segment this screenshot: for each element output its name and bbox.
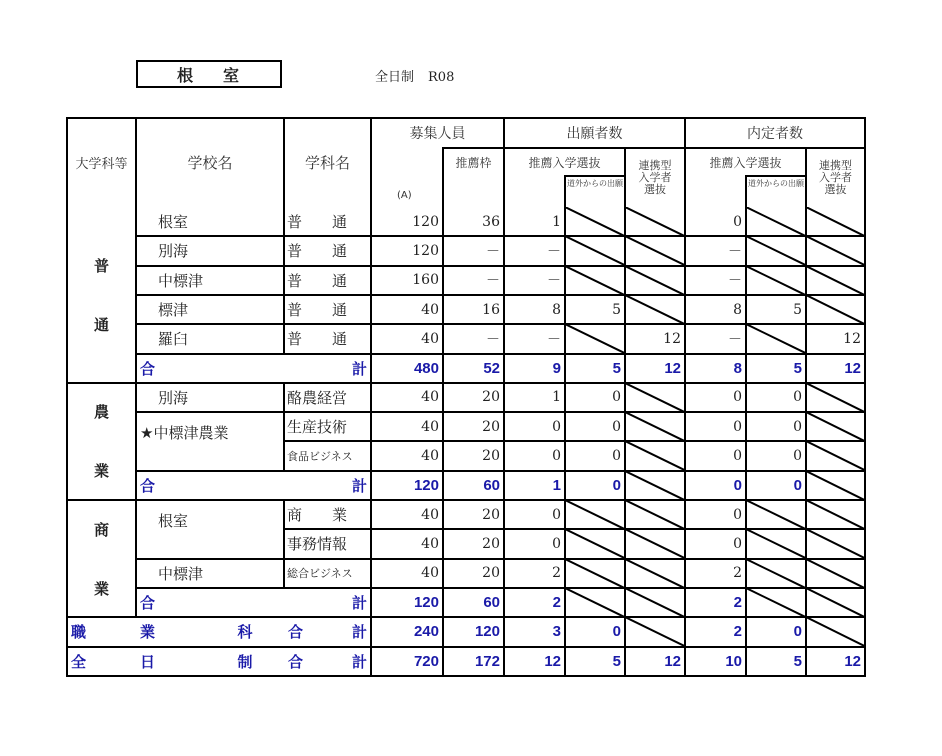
grid-line xyxy=(805,147,807,208)
grand-total-label: 日 xyxy=(140,653,156,671)
total-label-left: 合 xyxy=(140,360,156,378)
grid-line xyxy=(66,117,68,677)
total-adm-out-cell: 5 xyxy=(793,359,802,377)
total-app-rec-cell: 9 xyxy=(552,359,561,377)
school-name-cell: 標津 xyxy=(158,301,189,320)
grid-line xyxy=(745,175,747,208)
grid-line xyxy=(135,470,285,472)
adm-out-cell: 0 xyxy=(793,389,802,406)
school-name-cell: 根室 xyxy=(158,512,189,530)
year-label: R08 xyxy=(428,70,455,85)
total-adm-rec-cell: 2 xyxy=(733,623,742,641)
total-app-out-cell: 5 xyxy=(612,652,621,670)
department-cell: 事務情報 xyxy=(287,535,348,554)
grid-line xyxy=(564,206,566,677)
grid-line xyxy=(135,558,285,560)
school-name-cell: 中標津 xyxy=(158,564,204,583)
adm-rec-cell: 2 xyxy=(733,565,742,582)
department-cell: 商 業 xyxy=(287,506,348,525)
grid-line xyxy=(135,411,285,413)
diagonal-strike-icon xyxy=(565,500,625,529)
app-out-cell: 0 xyxy=(612,389,621,406)
grid-line xyxy=(283,206,285,355)
diagonal-strike-icon xyxy=(806,266,865,295)
diagonal-strike-icon xyxy=(746,207,806,236)
header-admitted-partnership: 連携型入学者選抜 xyxy=(819,158,852,196)
total-recruit-cell: 480 xyxy=(413,359,439,377)
grid-line xyxy=(135,323,285,325)
total-recruit-cell: 120 xyxy=(413,594,439,612)
total-quota-cell: 60 xyxy=(483,594,500,612)
category-cell xyxy=(67,383,136,500)
diagonal-strike-icon xyxy=(746,529,806,558)
adm-rec-cell: 0 xyxy=(733,535,742,552)
school-name-cell: ★中標津農業 xyxy=(140,424,229,443)
school-name-cell: 中標津 xyxy=(158,271,204,290)
diagonal-strike-icon xyxy=(806,236,865,265)
total-recruit-cell: 120 xyxy=(413,476,439,494)
grand-total-label: 制 xyxy=(237,653,253,671)
total-app-rec-cell: 1 xyxy=(552,476,561,494)
quota-cell: － xyxy=(486,273,500,290)
grid-line xyxy=(805,206,807,677)
total-adm-out-cell: 0 xyxy=(793,476,802,494)
recruit-cell: 120 xyxy=(412,213,439,230)
diagonal-strike-icon xyxy=(625,383,685,412)
diagonal-strike-icon xyxy=(625,266,685,295)
app-rec-cell: － xyxy=(547,273,561,290)
quota-cell: 20 xyxy=(482,565,500,582)
department-cell: 普 通 xyxy=(287,271,348,290)
total-adm-rec-cell: 0 xyxy=(733,476,742,494)
grid-line xyxy=(503,117,505,677)
diagonal-strike-icon xyxy=(746,324,806,353)
category-char: 業 xyxy=(93,462,109,481)
grid-line xyxy=(135,499,137,618)
grid-line xyxy=(745,206,747,677)
department-cell: 酪農経営 xyxy=(287,388,348,407)
diagonal-strike-icon xyxy=(565,324,625,353)
grand-total-label: 全 xyxy=(71,653,87,671)
school-name-cell: 根室 xyxy=(158,213,189,232)
quota-cell: － xyxy=(486,243,500,260)
adm-rec-cell: 0 xyxy=(733,418,742,435)
quota-cell: 20 xyxy=(482,448,500,465)
grid-line xyxy=(135,353,285,355)
recruit-cell: 40 xyxy=(421,330,439,347)
adm-rec-cell: 0 xyxy=(733,389,742,406)
app-rec-cell: 0 xyxy=(552,418,561,435)
grid-line xyxy=(564,175,626,177)
app-rec-cell: 1 xyxy=(552,213,561,230)
adm-link-cell: 12 xyxy=(843,330,861,347)
total-label-right: 計 xyxy=(351,360,367,378)
app-out-cell: 0 xyxy=(612,448,621,465)
diagonal-strike-icon xyxy=(806,295,865,324)
app-rec-cell: 0 xyxy=(552,535,561,552)
total-quota-cell: 52 xyxy=(483,359,500,377)
vocational-total-label: 合 xyxy=(288,624,304,642)
vocational-total-label: 業 xyxy=(140,624,156,642)
diagonal-strike-icon xyxy=(806,207,865,236)
category-cell xyxy=(67,207,136,383)
grid-line xyxy=(283,117,285,208)
total-quota-cell: 172 xyxy=(474,652,500,670)
app-rec-cell: 2 xyxy=(552,565,561,582)
adm-out-cell: 5 xyxy=(793,301,802,318)
header-admitted-recommend: 推薦入学選抜 xyxy=(709,155,782,170)
grid-line xyxy=(283,499,285,589)
diagonal-strike-icon xyxy=(625,588,685,617)
recruit-cell: 40 xyxy=(421,565,439,582)
total-app-out-cell: 0 xyxy=(612,623,621,641)
diagonal-strike-icon xyxy=(746,588,806,617)
grid-line xyxy=(370,117,372,677)
recruit-cell: 120 xyxy=(412,242,439,259)
total-quota-cell: 120 xyxy=(474,623,500,641)
total-adm-rec-cell: 10 xyxy=(725,652,742,670)
app-out-cell: 0 xyxy=(612,418,621,435)
diagonal-strike-icon xyxy=(806,412,865,441)
department-cell: 普 通 xyxy=(287,330,348,349)
header-applicants-recommend: 推薦入学選抜 xyxy=(528,155,601,170)
department-cell: 普 通 xyxy=(287,301,348,320)
grid-line xyxy=(135,206,137,384)
diagonal-strike-icon xyxy=(625,471,685,500)
recruit-cell: 40 xyxy=(421,448,439,465)
quota-cell: 36 xyxy=(482,213,500,230)
app-rec-cell: － xyxy=(547,243,561,260)
total-app-out-cell: 5 xyxy=(612,359,621,377)
total-adm-rec-cell: 2 xyxy=(733,594,742,612)
adm-rec-cell: － xyxy=(728,273,742,290)
diagonal-strike-icon xyxy=(565,559,625,588)
vocational-total-label: 職 xyxy=(71,624,87,642)
diagonal-strike-icon xyxy=(625,441,685,470)
total-app-rec-cell: 12 xyxy=(544,652,561,670)
diagonal-strike-icon xyxy=(625,236,685,265)
diagonal-strike-icon xyxy=(625,529,685,558)
adm-rec-cell: 8 xyxy=(733,301,742,318)
quota-cell: － xyxy=(486,331,500,348)
total-label-left: 合 xyxy=(140,477,156,495)
diagonal-strike-icon xyxy=(565,266,625,295)
total-adm-out-cell: 5 xyxy=(793,652,802,670)
grid-line xyxy=(135,265,285,267)
diagonal-strike-icon xyxy=(806,383,865,412)
recruit-cell: 40 xyxy=(421,389,439,406)
diagonal-strike-icon xyxy=(806,471,865,500)
total-quota-cell: 60 xyxy=(483,476,500,494)
recruit-cell: 40 xyxy=(421,506,439,523)
app-rec-cell: 8 xyxy=(552,301,561,318)
header-applicants-partnership: 連携型入学者選抜 xyxy=(638,158,672,196)
quota-cell: 16 xyxy=(482,301,500,318)
header-category: 大学科等 xyxy=(75,157,128,172)
category-char: 普 xyxy=(93,256,109,275)
diagonal-strike-icon xyxy=(806,617,865,646)
grid-line xyxy=(564,175,566,208)
quota-cell: 20 xyxy=(482,389,500,406)
category-cell xyxy=(67,500,136,617)
app-rec-cell: － xyxy=(547,331,561,348)
total-app-rec-cell: 3 xyxy=(552,623,561,641)
region-char-2: 室 xyxy=(223,65,242,85)
diagonal-strike-icon xyxy=(625,500,685,529)
grid-line xyxy=(135,294,285,296)
recruit-cell: 40 xyxy=(421,301,439,318)
diagonal-strike-icon xyxy=(746,559,806,588)
diagonal-strike-icon xyxy=(806,441,865,470)
header-department: 学科名 xyxy=(304,154,350,172)
grid-line xyxy=(135,587,285,589)
diagonal-strike-icon xyxy=(565,236,625,265)
total-label-right: 計 xyxy=(351,595,367,613)
diagonal-strike-icon xyxy=(746,236,806,265)
header-school: 学校名 xyxy=(187,154,233,172)
recruit-cell: 40 xyxy=(421,418,439,435)
grand-total-label: 計 xyxy=(351,653,367,671)
quota-cell: 20 xyxy=(482,418,500,435)
header-admitted-outside: 道外からの出願 xyxy=(748,179,804,188)
grid-line xyxy=(283,382,285,472)
total-recruit-cell: 720 xyxy=(413,652,439,670)
diagonal-strike-icon xyxy=(746,500,806,529)
total-app-out-cell: 0 xyxy=(612,476,621,494)
header-recommend-quota: 推薦枠 xyxy=(455,156,492,170)
diagonal-strike-icon xyxy=(565,207,625,236)
adm-rec-cell: 0 xyxy=(733,448,742,465)
app-rec-cell: 0 xyxy=(552,448,561,465)
grid-line xyxy=(745,175,807,177)
quota-cell: 20 xyxy=(482,506,500,523)
app-link-cell: 12 xyxy=(663,330,681,347)
grid-line xyxy=(684,117,686,677)
diagonal-strike-icon xyxy=(806,500,865,529)
app-rec-cell: 1 xyxy=(552,389,561,406)
adm-rec-cell: 0 xyxy=(733,213,742,230)
schedule-label: 全日制 xyxy=(375,70,415,85)
grand-total-label: 合 xyxy=(288,653,304,671)
diagonal-strike-icon xyxy=(625,617,685,646)
grid-line xyxy=(135,117,137,208)
grid-line xyxy=(135,382,137,501)
quota-cell: 20 xyxy=(482,535,500,552)
department-cell: 食品ビジネス xyxy=(287,450,353,464)
header-applicants-group: 出願者数 xyxy=(566,126,623,142)
diagonal-strike-icon xyxy=(625,295,685,324)
app-out-cell: 5 xyxy=(612,301,621,318)
header-recruit-group: 募集人員 xyxy=(409,126,466,142)
grid-line xyxy=(864,117,866,677)
header-recruit-a: (A) xyxy=(397,190,412,201)
total-app-rec-cell: 2 xyxy=(552,594,561,612)
vocational-total-label: 科 xyxy=(237,624,253,642)
grid-line xyxy=(66,117,866,119)
category-char: 業 xyxy=(93,579,109,598)
vocational-total-label: 計 xyxy=(351,624,367,642)
category-char: 通 xyxy=(93,315,109,334)
total-adm-out-cell: 0 xyxy=(793,623,802,641)
diagonal-strike-icon xyxy=(746,266,806,295)
app-rec-cell: 0 xyxy=(552,506,561,523)
diagonal-strike-icon xyxy=(565,529,625,558)
diagonal-strike-icon xyxy=(806,559,865,588)
grid-line xyxy=(624,206,626,677)
total-label-left: 合 xyxy=(140,595,156,613)
department-cell: 普 通 xyxy=(287,213,348,232)
total-label-right: 計 xyxy=(351,477,367,495)
school-name-cell: 別海 xyxy=(158,242,189,261)
grid-line xyxy=(135,235,285,237)
category-char: 農 xyxy=(93,403,109,422)
grid-line xyxy=(442,206,444,677)
grid-line xyxy=(442,147,444,208)
diagonal-strike-icon xyxy=(806,529,865,558)
grid-line xyxy=(442,147,866,149)
header-applicants-outside: 道外からの出願 xyxy=(567,179,623,188)
recruit-cell: 40 xyxy=(421,535,439,552)
diagonal-strike-icon xyxy=(565,588,625,617)
adm-rec-cell: － xyxy=(728,331,742,348)
recruit-cell: 160 xyxy=(412,272,439,289)
adm-rec-cell: 0 xyxy=(733,506,742,523)
diagonal-strike-icon xyxy=(625,559,685,588)
total-app-link-cell: 12 xyxy=(664,359,681,377)
total-app-link-cell: 12 xyxy=(664,652,681,670)
header-admitted-group: 内定者数 xyxy=(747,126,803,142)
diagonal-strike-icon xyxy=(625,412,685,441)
category-char: 商 xyxy=(93,520,109,539)
region-char-1: 根 xyxy=(176,65,195,85)
total-adm-link-cell: 12 xyxy=(844,359,861,377)
total-recruit-cell: 240 xyxy=(413,623,439,641)
adm-rec-cell: － xyxy=(728,243,742,260)
diagonal-strike-icon xyxy=(625,207,685,236)
adm-out-cell: 0 xyxy=(793,448,802,465)
total-adm-link-cell: 12 xyxy=(844,652,861,670)
total-adm-rec-cell: 8 xyxy=(733,359,742,377)
school-name-cell: 別海 xyxy=(158,388,189,407)
diagonal-strike-icon xyxy=(806,588,865,617)
department-cell: 総合ビジネス xyxy=(287,567,353,581)
department-cell: 普 通 xyxy=(287,242,348,261)
grid-line xyxy=(624,147,626,208)
school-name-cell: 羅臼 xyxy=(158,330,189,349)
adm-out-cell: 0 xyxy=(793,418,802,435)
department-cell: 生産技術 xyxy=(287,418,348,437)
